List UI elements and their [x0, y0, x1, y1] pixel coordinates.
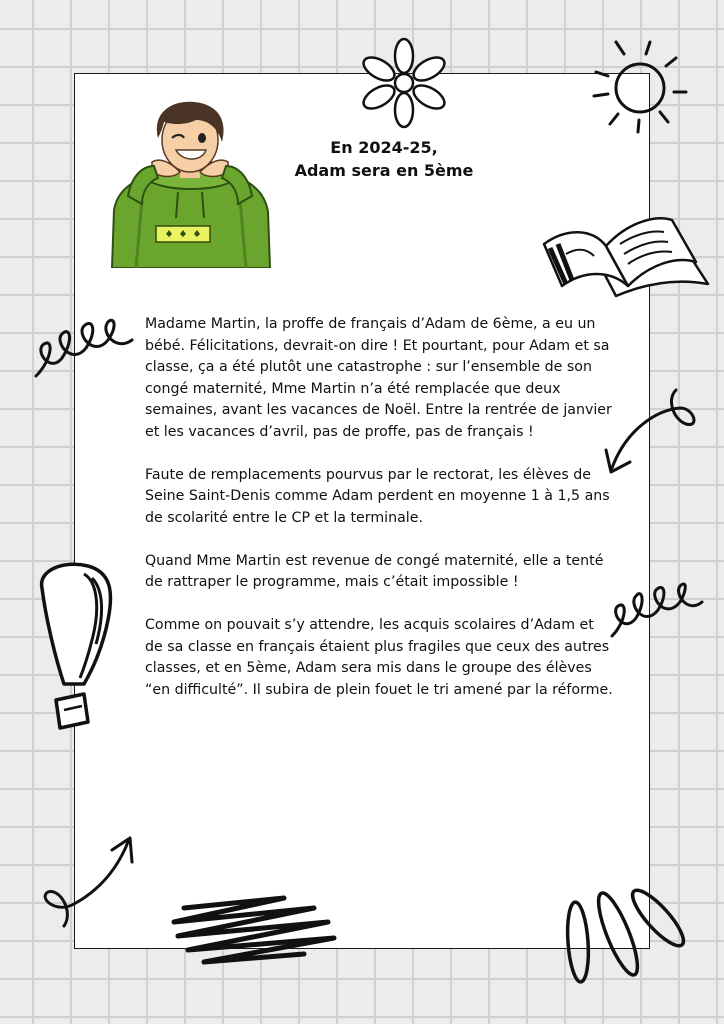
zigzag-scribble-icon — [164, 888, 344, 968]
loop-scribble-icon — [32, 310, 136, 386]
book-icon — [536, 204, 716, 308]
paragraph: Faute de remplacements pourvus par le rectorat, les élèves de Seine Saint-Denis comme Adam perdent en moyenne 1 à 1,5 ans de scolarité entre le CP et la terminale. — [145, 466, 610, 526]
paragraph: Comme on pouvait s’y attendre, les acquis scolaires d’Adam et de sa classe en français étaient plus fragiles que ceux des autres classes, et en 5ème, Adam sera mis dans le groupe des élèves “en difficulté”. Il subira de plein fouet le tri amené par la réforme. — [145, 617, 613, 698]
petals-icon — [556, 878, 696, 988]
loop-scribble-icon — [608, 574, 704, 648]
title-line-2: Adam sera en 5ème — [294, 161, 474, 180]
curved-arrow-icon — [40, 832, 140, 932]
title-line-1: En 2024-25, — [330, 138, 438, 157]
paragraph: Quand Mme Martin est revenue de congé maternité, elle a tenté de rattraper le programme, mais c’était impossible ! — [145, 552, 604, 590]
sun-icon — [582, 36, 692, 136]
exclamation-icon — [34, 560, 118, 736]
story-text — [145, 314, 615, 723]
page-title — [268, 136, 500, 182]
paragraph: Madame Martin, la proffe de français d’Adam de 6ème, a eu un bébé. Félicitations, devrait-on dire ! Et pourtant, pour Adam et sa classe, ça a été plutôt une catastrophe : sur l’ensemble de son congé maternité, Mme Martin n’a été remplacée que deux semaines, avant les vacances de Noël. Entre la rentrée de janvier et les vacances d’avril, pas de proffe, pas de français ! — [145, 316, 612, 440]
avatar — [108, 100, 272, 268]
flower-icon — [362, 36, 446, 130]
